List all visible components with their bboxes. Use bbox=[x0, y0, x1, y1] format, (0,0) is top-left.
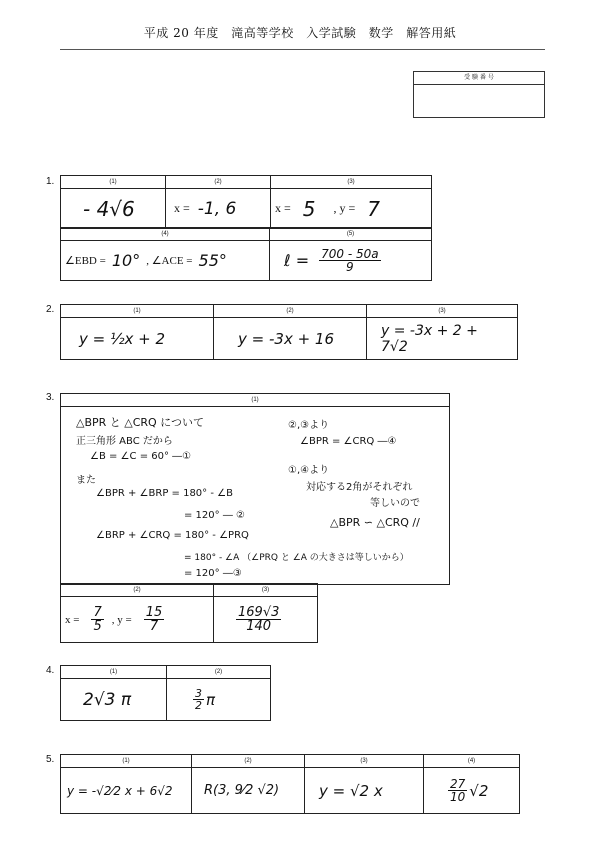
q5-header-4: (4) bbox=[424, 755, 520, 768]
exam-number-value[interactable] bbox=[414, 85, 544, 117]
q4-answer-table bbox=[60, 665, 271, 721]
q3-proof-line: 等しいので bbox=[370, 498, 420, 509]
q3-proof-line: ∠BRP + ∠CRQ = 180° - ∠PRQ bbox=[96, 530, 249, 541]
q1-answer-2[interactable] bbox=[166, 189, 271, 229]
q5-header-3: (3) bbox=[305, 755, 424, 768]
q5-answer-3-text: y = √2 x bbox=[319, 781, 383, 800]
q3-answer-2-x-numerator: 7 bbox=[93, 605, 102, 620]
header-divider bbox=[60, 49, 545, 50]
q4-answer-1[interactable] bbox=[61, 679, 167, 721]
q5-answer-table bbox=[60, 754, 520, 814]
q3-proof-line: 対応する2角がそれぞれ bbox=[306, 482, 413, 493]
q3-proof-line: ②,③より bbox=[288, 420, 330, 431]
q5-answer-1[interactable] bbox=[61, 768, 192, 814]
q1-header-4: (4) bbox=[61, 228, 270, 241]
q5-answer-4-suffix: √2 bbox=[469, 781, 489, 800]
q5-header-1: (1) bbox=[61, 755, 192, 768]
q2-header-2: (2) bbox=[214, 305, 367, 318]
q3-proof-line: ∠BPR = ∠CRQ ―④ bbox=[300, 436, 397, 447]
exam-number-label: 受 験 番 号 bbox=[414, 72, 544, 85]
exam-number-box[interactable] bbox=[413, 71, 545, 118]
q3-proof-line: = 180° - ∠A （∠PRQ と ∠A の大きさは等しいから） bbox=[184, 553, 409, 563]
q1-header-5: (5) bbox=[270, 228, 432, 241]
q5-answer-3[interactable] bbox=[305, 768, 424, 814]
q3-answer-2-x-fraction bbox=[91, 606, 103, 633]
q3-header-1: (1) bbox=[61, 394, 449, 407]
q3-proof-line: = 120° ― ② bbox=[184, 510, 245, 521]
q1-answer-3-x-value: 5 bbox=[302, 196, 316, 221]
q3-proof-line: △BPR と △CRQ について bbox=[76, 416, 204, 429]
q4-answer-1-text: 2√3 π bbox=[83, 689, 132, 710]
q4-answer-2-numerator: 3 bbox=[195, 687, 202, 700]
q3-answer-2-y-label: , y = bbox=[111, 613, 132, 626]
q5-number: 5. bbox=[46, 754, 55, 765]
q5-answer-4-denominator: 10 bbox=[450, 790, 466, 804]
q1-header-1: (1) bbox=[61, 176, 166, 189]
q1-answer-5-numerator: 700 - 50a bbox=[321, 247, 379, 261]
q1-answer-4-ace-label: , ∠ACE = bbox=[146, 255, 193, 267]
q4-header-1: (1) bbox=[61, 666, 167, 679]
q2-answer-1-text: y = ½x + 2 bbox=[79, 329, 166, 348]
q3-answer-2-y-denominator: 7 bbox=[149, 619, 159, 634]
q3-answer-2-x-label: x = bbox=[65, 613, 80, 626]
q3-answer-2-y-fraction bbox=[144, 606, 165, 633]
q4-number: 4. bbox=[46, 665, 55, 676]
q5-answer-2[interactable] bbox=[192, 768, 305, 814]
q1-answer-1[interactable] bbox=[61, 189, 166, 229]
q1-answer-table-lower bbox=[60, 227, 432, 281]
q1-answer-4-ebd-value: 10° bbox=[111, 251, 141, 270]
q3-proof-line: また bbox=[76, 475, 96, 486]
q2-number: 2. bbox=[46, 304, 55, 315]
q2-answer-2[interactable] bbox=[214, 318, 367, 360]
q4-answer-2-fraction bbox=[193, 688, 204, 711]
q1-header-3: (3) bbox=[271, 176, 432, 189]
q1-answer-3[interactable] bbox=[271, 189, 432, 229]
q2-header-3: (3) bbox=[367, 305, 518, 318]
q1-answer-5-var: ℓ = bbox=[284, 251, 310, 270]
q3-answer-3-denominator: 140 bbox=[246, 619, 272, 634]
q1-answer-3-y-label: , y = bbox=[333, 201, 356, 215]
q2-answer-1[interactable] bbox=[61, 318, 214, 360]
q3-proof-line: = 120° ―③ bbox=[184, 568, 242, 579]
q4-answer-2-suffix: π bbox=[206, 690, 216, 709]
q3-answer-2-x-denominator: 5 bbox=[93, 619, 102, 634]
q4-header-2: (2) bbox=[167, 666, 271, 679]
q5-answer-4-fraction bbox=[448, 778, 467, 803]
q3-proof-line: ∠B = ∠C = 60° ―① bbox=[90, 451, 192, 462]
q1-answer-5[interactable] bbox=[270, 241, 432, 281]
q2-answer-table bbox=[60, 304, 518, 360]
q3-header-3: (3) bbox=[214, 584, 318, 597]
q5-header-2: (2) bbox=[192, 755, 305, 768]
q1-number: 1. bbox=[46, 176, 55, 187]
q3-answer-3[interactable] bbox=[214, 597, 318, 643]
q3-proof-line: 正三角形 ABC だから bbox=[76, 436, 173, 447]
q4-answer-2[interactable] bbox=[167, 679, 271, 721]
q3-answer-3-fraction bbox=[236, 606, 281, 633]
q1-answer-3-y-value: 7 bbox=[367, 196, 381, 221]
page-title: 平成 20 年度 滝高等学校 入学試験 数学 解答用紙 bbox=[143, 26, 457, 40]
q4-answer-2-denominator: 2 bbox=[195, 699, 202, 712]
q1-answer-5-denominator: 9 bbox=[346, 260, 354, 274]
q1-answer-table bbox=[60, 175, 432, 229]
q1-answer-5-fraction bbox=[319, 248, 381, 273]
q1-header-2: (2) bbox=[166, 176, 271, 189]
q1-answer-4-ace-value: 55° bbox=[198, 251, 227, 270]
q1-answer-4-ebd-label: ∠EBD = bbox=[65, 255, 106, 267]
q1-answer-3-x-label: x = bbox=[275, 201, 291, 215]
q2-answer-2-text: y = -3x + 16 bbox=[238, 329, 335, 348]
q3-header-2: (2) bbox=[61, 584, 214, 597]
q2-header-1: (1) bbox=[61, 305, 214, 318]
q1-answer-2-label: x = bbox=[174, 201, 190, 215]
q3-proof-line: ∠BPR + ∠BRP = 180° - ∠B bbox=[96, 488, 233, 499]
q3-proof-line: ①,④より bbox=[288, 465, 330, 476]
q3-answer-table-lower bbox=[60, 583, 318, 643]
q5-answer-1-text: y = -√2⁄2 x + 6√2 bbox=[67, 783, 173, 798]
q1-answer-4[interactable] bbox=[61, 241, 270, 281]
q1-answer-1-text: - 4√6 bbox=[83, 196, 135, 221]
q5-answer-4[interactable] bbox=[424, 768, 520, 814]
q3-answer-2[interactable] bbox=[61, 597, 214, 643]
q3-proof-line: △BPR ∽ △CRQ // bbox=[330, 516, 420, 529]
q5-answer-2-text: R(3, 9⁄2 √2) bbox=[204, 783, 280, 798]
q2-answer-3-text: y = -3x + 2 + 7√2 bbox=[381, 322, 478, 355]
q3-number: 3. bbox=[46, 392, 55, 403]
q1-answer-2-value: -1, 6 bbox=[197, 198, 237, 219]
q5-answer-4-numerator: 27 bbox=[450, 777, 466, 791]
q3-answer-3-numerator: 169√3 bbox=[238, 605, 280, 620]
q2-answer-3[interactable] bbox=[367, 318, 518, 360]
q3-answer-2-y-numerator: 15 bbox=[145, 605, 163, 620]
